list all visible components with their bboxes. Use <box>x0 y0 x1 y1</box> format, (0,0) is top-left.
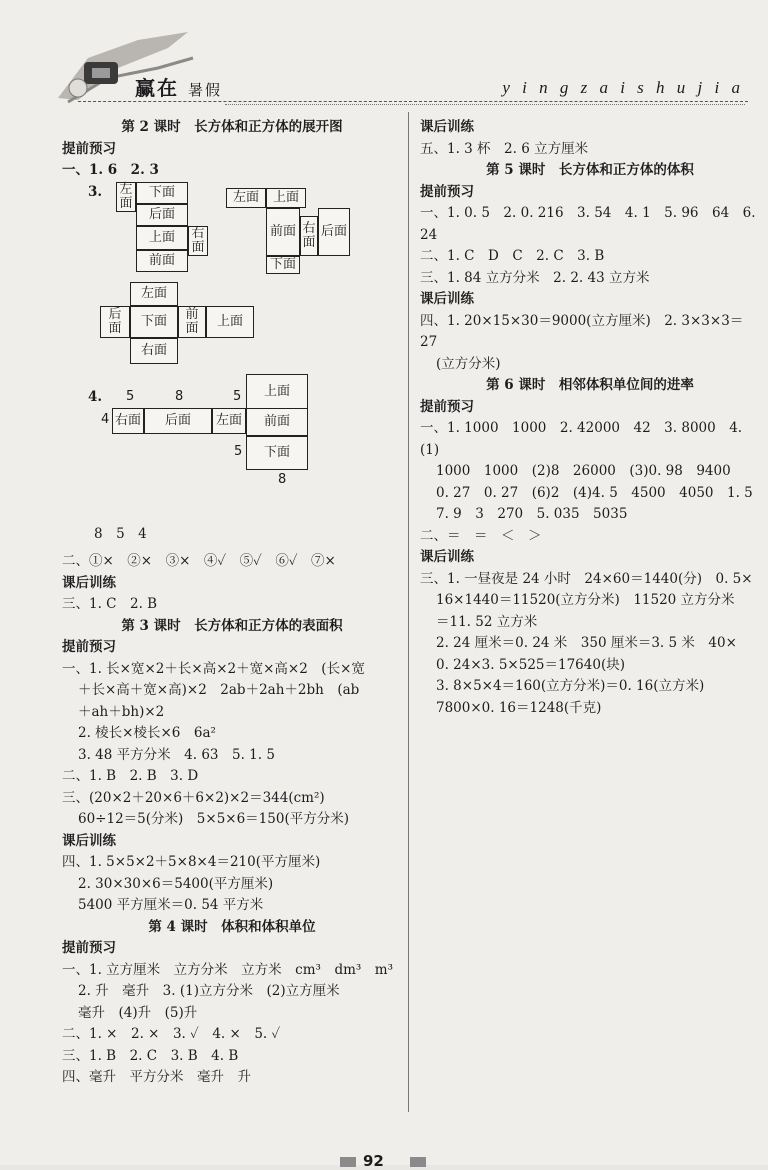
section-preview: 提前预习 <box>62 940 116 956</box>
answer-line: 三、1. B 2. C 3. B 4. B <box>62 1047 239 1064</box>
answer-line: 7800×0. 16＝1248(千克) <box>436 699 602 716</box>
net-cell: 左面 <box>212 408 246 434</box>
net-cell: 右 面 <box>188 226 208 256</box>
net-cell: 上面 <box>136 226 188 250</box>
answer-line: 16×1440＝11520(立方分米) 11520 立方分米 <box>436 592 735 608</box>
section-preview: 提前预习 <box>420 183 474 200</box>
answer-line: 一、1. 1000 1000 2. 42000 42 3. 8000 4. (1) <box>420 420 743 458</box>
net-cell: 左 面 <box>116 182 136 212</box>
answer-line: 2. 棱长×棱长×6 6a² <box>78 725 216 741</box>
net-cell: 下面 <box>266 256 300 274</box>
question-3-label: 3. <box>88 183 103 200</box>
header-pinyin: y i n g z a i s h u j i a <box>502 78 744 97</box>
page-number: 92 <box>363 1152 384 1170</box>
answer-line: 0. 27 0. 27 (6)2 (4)4. 5 4500 4050 1. 5 <box>436 484 753 501</box>
question-3-area <box>62 182 402 387</box>
lesson-2-title: 第 2 课时 长方体和正方体的展开图 <box>121 119 343 135</box>
answer-line: 四、1. 20×15×30＝9000(立方厘米) 2. 3×3×3＝27 <box>420 312 744 350</box>
answer-line: ＋长×高＋宽×高)×2 2ab＋2ah＋2bh (ab <box>78 682 360 698</box>
header-title-text: 赢在 <box>135 76 179 100</box>
answer-line: 一、1. 6 2. 3 <box>62 162 159 178</box>
lesson-4-title: 第 4 课时 体积和体积单位 <box>148 918 316 935</box>
answer-line: 二、①× ②× ③× ④✓ ⑤✓ ⑥✓ ⑦× <box>62 553 336 569</box>
answer-line: ＋ah＋bh)×2 <box>78 703 165 720</box>
answer-line: 7. 9 3 270 5. 035 5035 <box>436 506 628 522</box>
lesson-6-title: 第 6 课时 相邻体积单位间的进率 <box>486 377 694 393</box>
answer-line: 2. 升 毫升 3. (1)立方分米 (2)立方厘米 <box>78 983 340 999</box>
answer-line: 四、1. 5×5×2＋5×8×4＝210(平方厘米) <box>62 854 321 870</box>
answer-line: 一、1. 长×宽×2＋长×高×2＋宽×高×2 (长×宽 <box>62 660 365 677</box>
answer-line: 3. 8×5×4＝160(立方分米)＝0. 16(立方米) <box>436 678 705 694</box>
section-preview: 提前预习 <box>62 639 116 655</box>
answer-line: 三、1. 84 立方分米 2. 2. 43 立方米 <box>420 269 650 286</box>
answer-line: 一、1. 0. 5 2. 0. 216 3. 54 4. 1 5. 96 64 6. 24 <box>420 205 756 243</box>
net-cell: 上面 <box>246 374 308 410</box>
answer-line: 3. 48 平方分米 4. 63 5. 1. 5 <box>78 746 275 763</box>
answer-line: (立方分米) <box>436 355 501 372</box>
net-cell: 前 面 <box>178 306 206 338</box>
page-number-decoration <box>410 1157 426 1167</box>
answer-line: 二、1. B 2. B 3. D <box>62 768 199 784</box>
net-cell: 后面 <box>318 208 350 256</box>
answer-line: 60÷12＝5(分米) 5×5×6＝150(平方分米) <box>78 811 349 827</box>
question-4-label: 4. <box>88 388 103 405</box>
net-dim: 8 <box>175 389 184 404</box>
lesson-5-title: 第 5 课时 长方体和正方体的体积 <box>486 162 694 178</box>
page-header <box>0 0 768 105</box>
answer-line: 三、1. C 2. B <box>62 596 158 612</box>
net-cell: 前面 <box>246 408 308 436</box>
net-cell: 下面 <box>136 182 188 204</box>
answer-line: 5400 平方厘米＝0. 54 平方米 <box>78 897 264 913</box>
net-cell: 前面 <box>136 250 188 272</box>
net-dim: 8 <box>278 472 287 487</box>
net-cell: 左面 <box>130 282 178 306</box>
net-dim: 5 <box>233 389 242 404</box>
header-rule-dotted <box>225 104 745 105</box>
answer-line: 毫升 (4)升 (5)升 <box>78 1004 198 1021</box>
answer-line: 二、＝ ＝ ＜ ＞ <box>420 527 542 544</box>
section-practice: 课后训练 <box>420 549 474 565</box>
answer-line: 1000 1000 (2)8 26000 (3)0. 98 9400 <box>436 463 731 479</box>
section-practice: 课后训练 <box>420 119 474 135</box>
answer-line: 三、1. 一昼夜是 24 小时 24×60＝1440(分) 0. 5× <box>420 570 753 587</box>
net-cell: 右 面 <box>300 216 318 256</box>
net-cell: 下面 <box>246 436 308 470</box>
answer-line: 三、(20×2＋20×6＋6×2)×2＝344(cm²) <box>62 789 325 806</box>
net-dim: 4 <box>101 412 110 427</box>
answer-line: 四、毫升 平方分米 毫升 升 <box>62 1069 251 1085</box>
answer-line: 2. 24 厘米＝0. 24 米 350 厘米＝3. 5 米 40× <box>436 635 737 651</box>
column-divider <box>408 112 409 1112</box>
net-cell: 下面 <box>130 306 178 338</box>
net-dim: 5 <box>234 444 243 459</box>
section-practice: 课后训练 <box>62 832 116 849</box>
net-numbers: 8 5 4 <box>94 525 147 542</box>
net-cell: 后面 <box>136 204 188 226</box>
section-practice: 课后训练 <box>420 291 474 307</box>
net-cell: 左面 <box>226 188 266 208</box>
net-cell: 上面 <box>266 188 306 208</box>
lesson-3-title: 第 3 课时 长方体和正方体的表面积 <box>121 617 343 634</box>
net-cell: 右面 <box>112 408 144 434</box>
header-rule <box>78 101 748 102</box>
right-column <box>420 117 760 719</box>
answer-line: 0. 24×3. 5×525＝17640(块) <box>436 656 625 673</box>
net-cell: 上面 <box>206 306 254 338</box>
answer-line: 二、1. C D C 2. C 3. B <box>420 248 605 264</box>
header-title <box>135 72 222 101</box>
section-practice: 课后训练 <box>62 574 116 591</box>
answer-line: 2. 30×30×6＝5400(平方厘米) <box>78 875 274 892</box>
question-4-area <box>62 387 402 514</box>
answer-line: 二、1. × 2. × 3. ✓ 4. × 5. ✓ <box>62 1026 281 1042</box>
answer-line: 五、1. 3 杯 2. 6 立方厘米 <box>420 140 589 157</box>
net-cell: 前面 <box>266 208 300 256</box>
net-cell: 后 面 <box>100 306 130 338</box>
net-cell: 后面 <box>144 408 212 434</box>
page-number-decoration <box>340 1157 356 1167</box>
net-cell: 右面 <box>130 338 178 364</box>
section-preview: 提前预习 <box>62 140 116 157</box>
answer-line: ＝11. 52 立方米 <box>436 613 538 630</box>
section-preview: 提前预习 <box>420 398 474 415</box>
header-subtitle: 暑假 <box>187 81 222 99</box>
net-dim: 5 <box>126 389 135 404</box>
left-column <box>62 117 402 1089</box>
answer-line: 一、1. 立方厘米 立方分米 立方米 cm³ dm³ m³ <box>62 961 394 978</box>
